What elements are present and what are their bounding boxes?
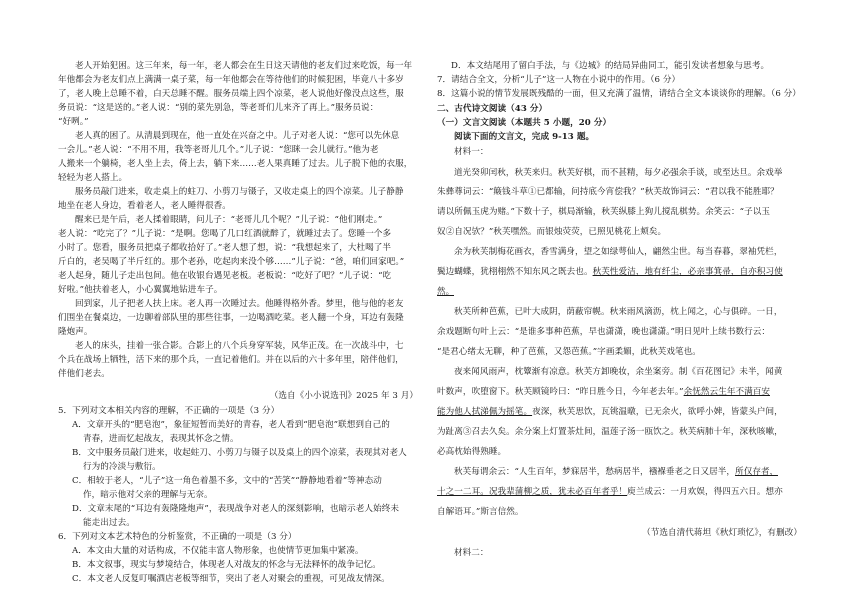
underlined-text: 然。 xyxy=(437,287,455,297)
line-text: 为趾离③召去久矣。余分案上灯置茶灶间，温莲子汤一瓯饮之。秋芙病肺十年，深秋咳嗽， xyxy=(437,427,783,437)
line-text: B．本文叙事，现实与梦境结合，体现老人对战友的怀念与无法释怀的战争记忆。 xyxy=(72,560,381,570)
line-text: 服务员敲门进来，收走桌上的蛀刀、小剪刀与镊子，又收走桌上的四个凉菜。儿子静静 xyxy=(75,187,404,197)
text-line xyxy=(58,186,403,199)
text-line xyxy=(437,103,547,116)
line-text: 隆炮声。 xyxy=(58,327,93,337)
text-line xyxy=(58,130,399,143)
text-line xyxy=(58,228,391,241)
text-line xyxy=(58,517,135,530)
line-text-tail: 庾兰成云：一月欢娱，得四五六日。想亦 xyxy=(627,487,783,497)
line-text: 醒来已是午后，老人揉着眼睛，问儿子：“老哥儿几个呢？”儿子说：“他们刚走。” xyxy=(75,215,383,225)
line-text: D．本文结尾用了留白手法，与《边城》的结局异曲同工，能引发读者想象与思考。 xyxy=(451,61,770,71)
line-text: 道光癸卯闰秋，秋芙来归。秋芙好棋，而不甚精，每夕必强余手谈，或至达旦。余戏举 xyxy=(454,168,783,178)
line-text: （一）文言文阅读（本题共 5 小题，20 分） xyxy=(437,118,612,128)
text-line xyxy=(58,447,407,460)
text-line xyxy=(437,286,454,299)
text-line xyxy=(437,60,769,73)
line-text: 奴②自况欤？”秋芙嘿然。而银烛荧荧，已照见桃花上颊矣。 xyxy=(437,227,667,237)
text-line xyxy=(437,74,680,87)
text-line xyxy=(58,573,390,586)
text-line xyxy=(58,242,391,255)
line-text: A．文章开头的“肥皂泡”，象征短暂而美好的青春，老人看到“肥皂泡”联想到自己的 xyxy=(72,420,390,430)
text-line xyxy=(437,88,801,101)
line-text: 青春，进而忆起战友，表现其怀念之情。 xyxy=(83,434,239,444)
text-line xyxy=(58,461,161,474)
line-text: “是君心绪太无聊，种了芭蕉，又怨芭蕉。”字画柔媚，此秋芙戏笔也。 xyxy=(437,347,701,357)
text-line xyxy=(58,489,213,502)
text-line xyxy=(58,354,404,367)
text-line xyxy=(58,172,127,185)
text-line xyxy=(437,446,506,459)
line-text: 人搬来一个躺椅，老人坐上去，倚上去，躺下来……老人果真睡了过去。儿子脱下他的衣服， xyxy=(58,159,413,169)
text-line xyxy=(58,312,404,325)
line-text: 老人说：“吃完了？”儿子说：“是啊。您喝了几口红酒就醉了，就睡过去了。您睡一个多 xyxy=(58,229,392,239)
line-text: 必高枕始得熟睡。 xyxy=(437,447,507,457)
line-text: 材料一： xyxy=(454,147,489,157)
line-text: （选自《小小说选刊》2025 年 3 月） xyxy=(269,391,418,401)
text-line xyxy=(437,486,783,499)
text-line xyxy=(58,214,382,227)
line-text: 伴他们老去。 xyxy=(58,369,110,379)
line-text: 斤白的，老吴喝了半斤红的。那个老孙，吃起肉来没个够……”儿子说：“爸，咱们回家吧。” xyxy=(58,257,405,267)
text-line xyxy=(58,475,382,488)
text-line xyxy=(58,116,89,129)
line-text: C．本文老人反复叮嘱酒店老板等细节，突出了老人对聚会的重视，可见战友情深。 xyxy=(72,574,390,584)
line-text: 们围坐在餐桌边，一边聊着部队里的那些往事，一边喝酒吃菜。老人翻一个身，耳边有轰隆 xyxy=(58,313,404,323)
text-line xyxy=(437,306,782,319)
line-text: 余为秋芙制梅花画衣，香雪满身，望之如绿萼仙人，翩然尘世。每当春暮，翠袖凭栏， xyxy=(454,247,783,257)
line-text: 地坐在老人身边，看着老人，老人睡得很香。 xyxy=(58,201,231,211)
line-text: 请以所佩玉虎为赌。”下数十子，棋局渐输，秋芙纵膝上狗儿搅乱棋势。余笑云：“子以玉 xyxy=(437,207,771,217)
line-text: 年他都会为老友们点上满满一桌子菜，每一年他都会在等待他们的时候犯困，毕竟八十多岁 xyxy=(58,75,404,85)
line-text: 夜来闻风雨声，枕簟渐有凉意。秋芙方卸晚妆，余坐案旁。制《百花图记》未半，闻黄 xyxy=(454,367,783,377)
text-line xyxy=(58,419,390,432)
text-line xyxy=(58,270,391,283)
line-text: “好咧。” xyxy=(58,117,89,127)
line-text: 材料二： xyxy=(454,548,489,558)
line-text: 好啦。”他扶着老人，小心翼翼地钻进车子。 xyxy=(58,285,223,295)
text-line xyxy=(58,326,93,339)
text-line xyxy=(58,144,379,157)
line-text: 8．这篇小说的情节发展既残酷的一面，但又充满了温情，请结合全文本谈谈你的理解。（6 分） xyxy=(437,89,801,99)
line-text: 朱彝尊词云：“簸钱斗草①已都输，问持底今宵偿我？”秋芙故饰词云：“君以我不能胜耶？ xyxy=(437,187,779,197)
line-text: 行为的冷淡与敷衍。 xyxy=(83,462,161,472)
text-line xyxy=(437,366,782,379)
line-text: 自解语耳。”斯言信然。 xyxy=(437,507,524,517)
text-line xyxy=(58,559,381,572)
line-text-tail: 夜深，秋芙思饮，瓦铫温暾，已无余火，欲呼小婢，皆蒙头户间， xyxy=(532,407,783,417)
text-line xyxy=(437,146,489,159)
text-line xyxy=(58,74,404,87)
text-line xyxy=(58,390,418,403)
text-line xyxy=(437,527,802,540)
text-line xyxy=(437,346,701,359)
line-text: 了，老人晚上总睡不着，白天总睡不醒。服务员端上四个凉菜，老人说他好像没点这些，服 xyxy=(58,89,404,99)
text-line xyxy=(58,545,364,558)
text-line xyxy=(58,503,399,516)
line-text: 6．下列对文本艺术特色的分析鉴赏，不正确的一项是（3 分） xyxy=(58,532,297,542)
line-text: 秋芙所种芭蕉，已叶大成阴，荫蔽帘幌。秋来雨风滴沥，枕上闻之，心与俱碎。一日， xyxy=(454,307,783,317)
text-line xyxy=(437,167,782,180)
text-line xyxy=(437,466,778,479)
text-line xyxy=(58,340,403,353)
line-text: 小时了。您看，服务员把桌子都收拾好了。”老人想了想，说：“我想起来了，大杜喝了半 xyxy=(58,243,392,253)
underlined-text: 能为他人拭涕佩为摇笔。 xyxy=(437,407,533,417)
line-text: B．文中服务员敲门进来，收起蛀刀、小剪刀与镊子以及桌上的四个凉菜，表现其对老人 xyxy=(72,448,407,458)
text-line xyxy=(437,326,770,339)
text-line xyxy=(58,405,279,418)
line-text: C．相较于老人，“儿子”这一角色着墨不多，文中的“苦笑”“静静地看着”等神态动 xyxy=(72,476,382,486)
line-text: 回到家，儿子把老人扶上床。老人再一次睡过去。他睡得格外香。梦里，他与他的老友 xyxy=(75,299,404,309)
underlined-text: 十之一二耳。况我辈蒲柳之质，犹未必百年者乎！ xyxy=(437,487,628,497)
text-line xyxy=(437,426,783,439)
underlined-text: 余怃然云生年不满百安 xyxy=(683,387,771,397)
line-text: 务员说：“这是送的。”老人说：“别的菜先别急，等老哥们儿来齐了再上。”服务员说： xyxy=(58,103,379,113)
text-line xyxy=(58,88,404,101)
text-line xyxy=(437,266,783,279)
text-line xyxy=(437,506,524,519)
line-text: 老人真的困了。从清晨到现在，他一直处在兴奋之中。儿子对老人说：“您可以先休息 xyxy=(75,131,400,141)
line-text: 能走出过去。 xyxy=(83,518,135,528)
text-line xyxy=(58,298,403,311)
text-line xyxy=(437,206,770,219)
line-text: 老人起身，随儿子走出包间。他在收银台遇见老板。老板说：“吃好了吧？”儿子说：“吃 xyxy=(58,271,392,281)
text-line xyxy=(58,284,222,297)
text-line xyxy=(437,117,611,130)
text-line xyxy=(437,226,666,239)
text-line xyxy=(437,406,783,419)
text-line xyxy=(437,131,594,144)
text-line xyxy=(437,186,779,199)
underlined-text: 秋芙性爱洁，地有纤尘，必亲事箕帚，自亦积习使 xyxy=(592,267,783,277)
line-text: （节选自清代蒋坦《秋灯琐忆》，有删改） xyxy=(642,528,802,538)
text-line xyxy=(437,386,770,399)
line-text: A．本文由大量的对话构成，不仅能丰富人物形象，也使情节更加集中紧凑。 xyxy=(72,546,364,556)
line-text: 阅读下面的文言文，完成 9-13 题。 xyxy=(454,132,595,142)
underlined-text: 所仅存者， xyxy=(735,467,779,477)
line-text: 轻轻为老人搭上。 xyxy=(58,173,128,183)
text-line xyxy=(58,102,378,115)
text-line xyxy=(437,246,782,259)
line-text: 老人的床头，挂着一张合影。合影上的八个兵身穿军装，风华正茂。在一次战斗中，七 xyxy=(75,341,404,351)
line-text: 5．下列对文本相关内容的理解，不正确的一项是（3 分） xyxy=(58,406,280,416)
text-line xyxy=(58,200,231,213)
line-text: D．文章末尾的“耳边有轰隆隆炮声”，表现战争对老人的深刻影响，也暗示老人始终未 xyxy=(72,504,400,514)
text-line xyxy=(437,547,489,560)
line-text: 7．请结合全文，分析“儿子”这一人物在小说中的作用。（6 分） xyxy=(437,75,681,85)
line-text: 二、古代诗文阅读（43 分） xyxy=(437,104,548,114)
line-text: 作，暗示他对父亲的理解与无奈。 xyxy=(83,490,213,500)
text-line xyxy=(58,531,297,544)
line-text: 余戏题断句叶上云：“是谁多事种芭蕉，早也潇潇，晚也潇潇。”明日见叶上续书数行云： xyxy=(437,327,771,337)
text-line xyxy=(58,256,404,269)
text-line xyxy=(58,433,239,446)
line-text: 秋芙每谓余云：“人生百年，梦寐居半，愁病居半，襁褓垂老之日又居半， xyxy=(454,467,736,477)
line-text: 老人开始犯困。这三年来，每一年，老人都会在生日这天请他的老友们过来吃饭，每一年 xyxy=(75,61,413,71)
line-text: 鬓边蝴蝶，犹栩栩然不知东风之既去也。 xyxy=(437,267,593,277)
line-text: 个兵在战场上牺牲，活下来的那个兵，一直记着他们。并在以后的六十多年里，陪伴他们， xyxy=(58,355,404,365)
text-line xyxy=(58,158,412,171)
line-text: 一会儿。”老人说：“不用不用，我等老哥儿几个。”儿子说：“您眯一会儿就行。”他为老 xyxy=(58,145,379,155)
text-line xyxy=(58,60,412,73)
line-text: 叶数声，吹堕窗下。秋芙顾镜吟曰：“昨日胜今日，今年老去年。” xyxy=(437,387,684,397)
text-line xyxy=(58,368,110,381)
